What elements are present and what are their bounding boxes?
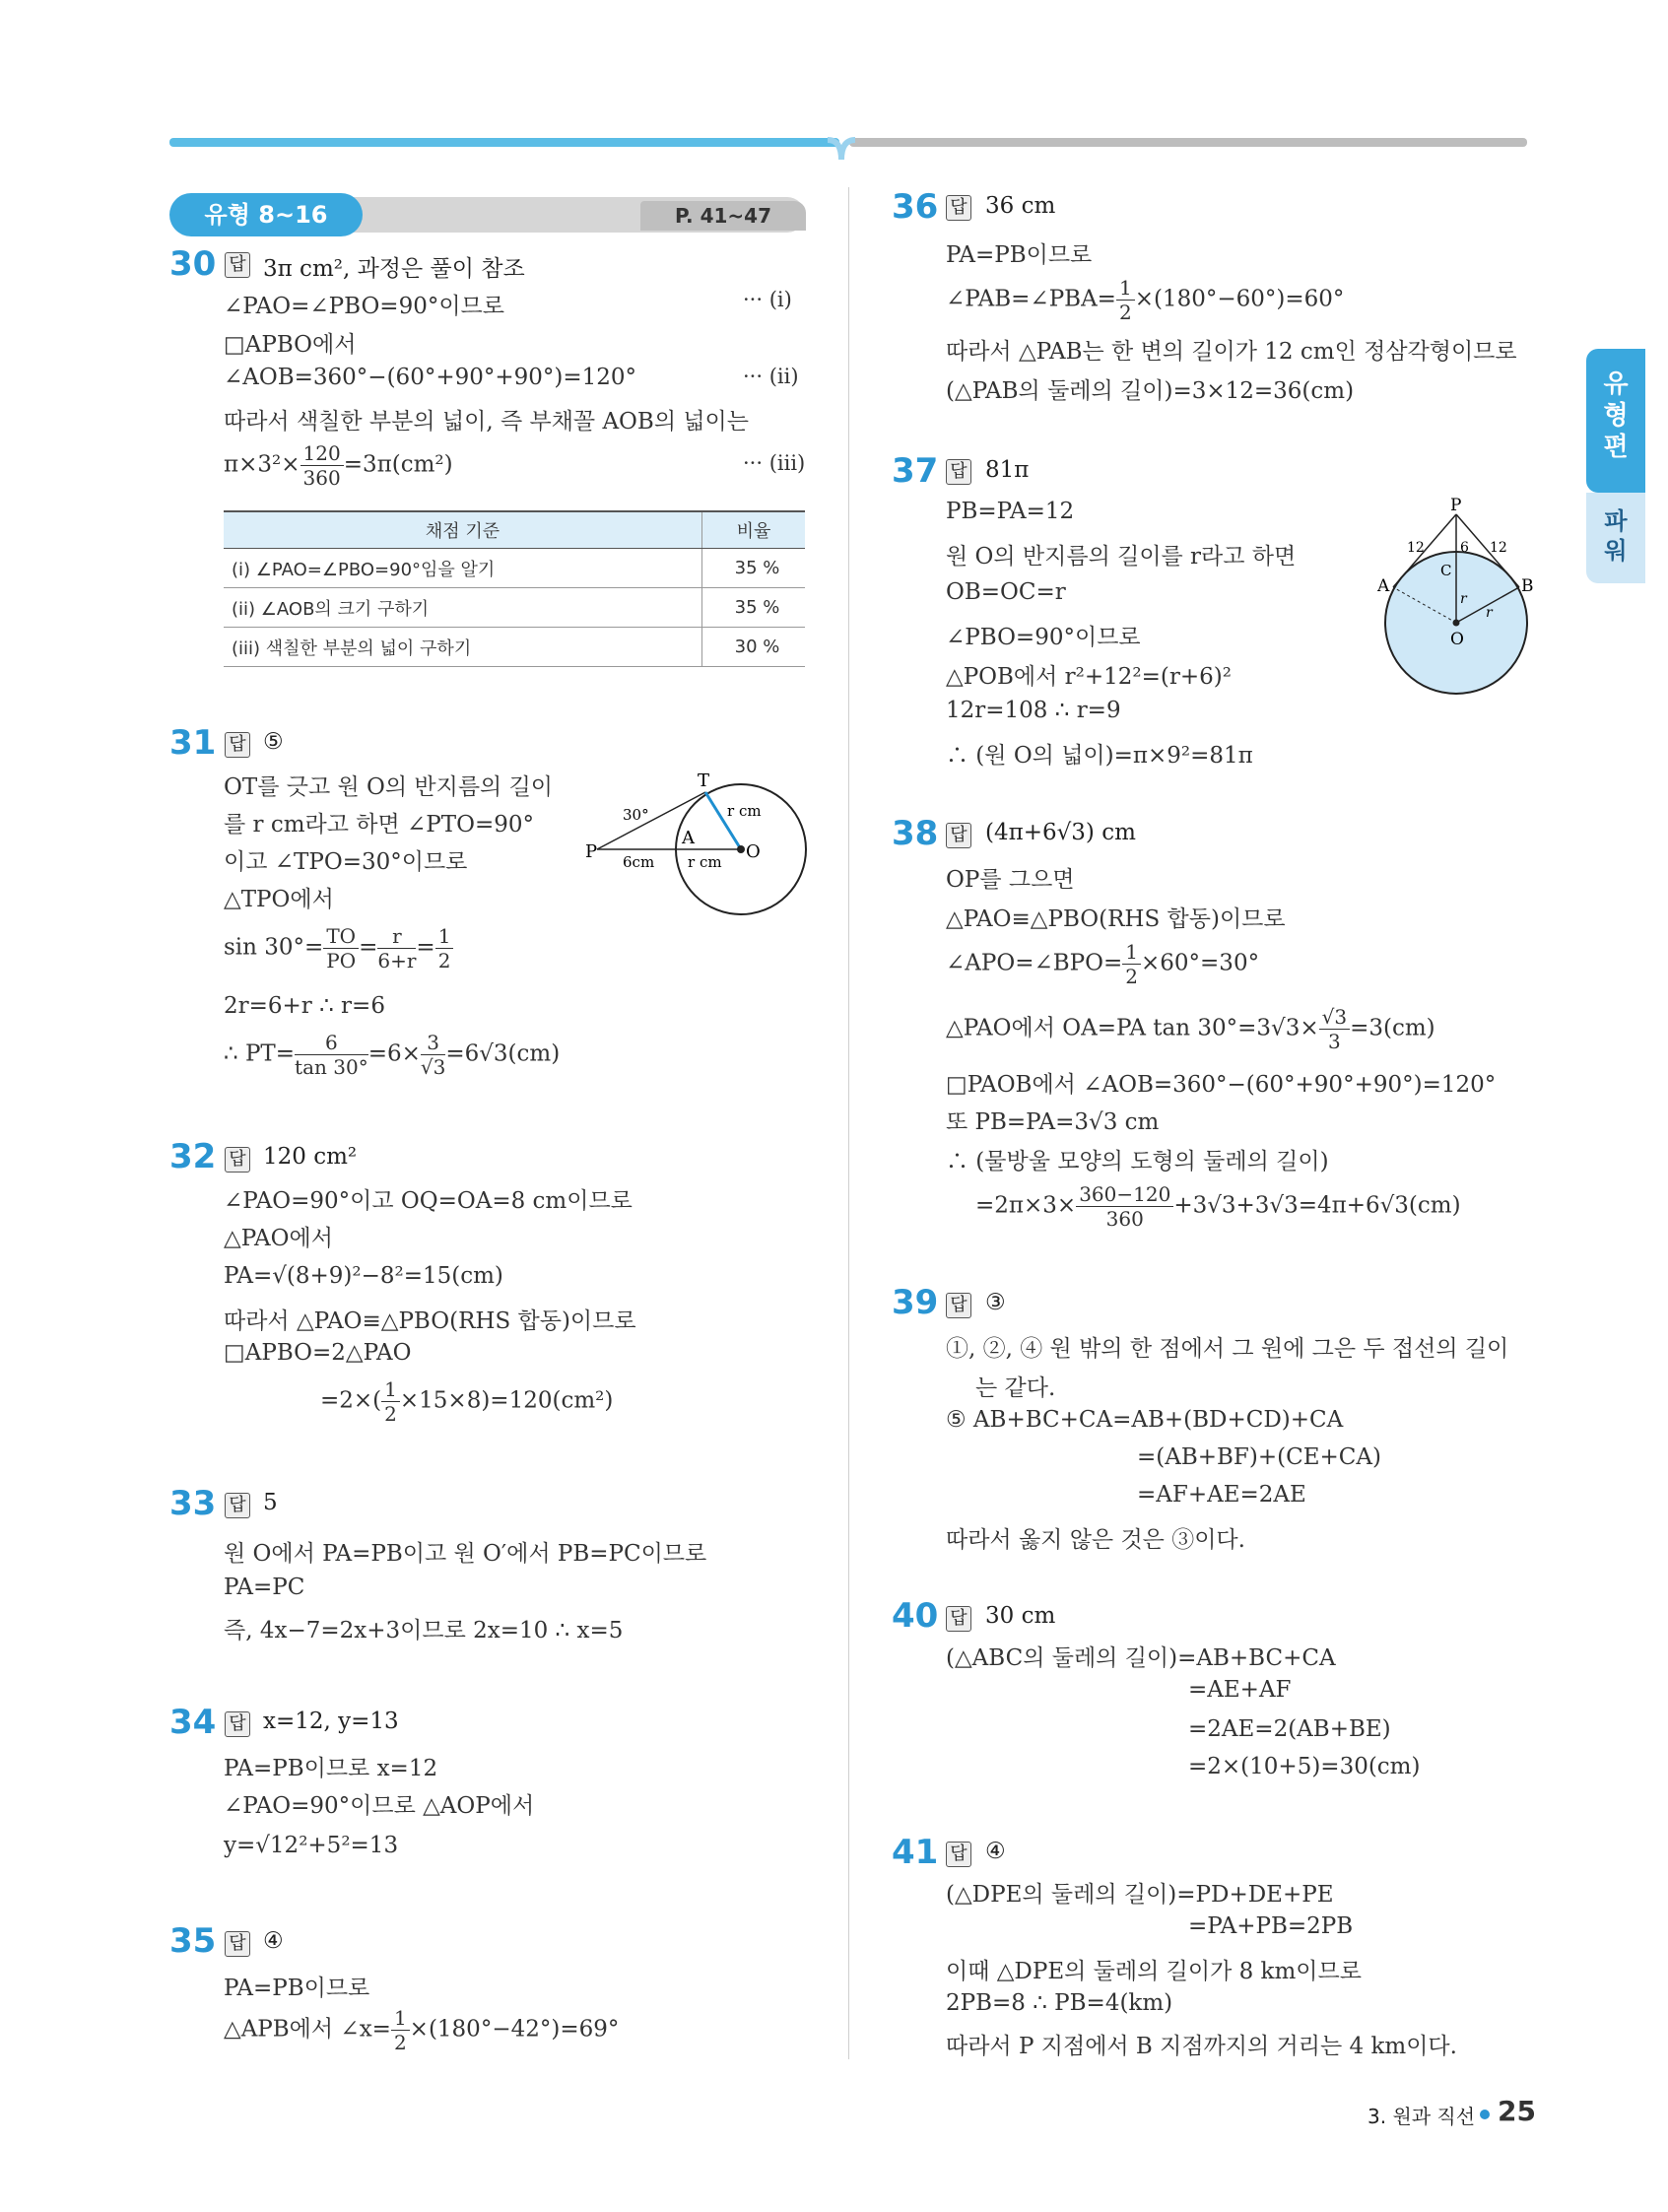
solution-line: △PAO≡△PBO(RHS 합동)이므로: [946, 906, 1286, 932]
label-p: P: [1450, 497, 1462, 515]
answer-badge: 답: [225, 1493, 250, 1518]
solution-line: =AF+AE=2AE: [1137, 1482, 1306, 1508]
label-o: O: [746, 841, 761, 862]
solution-line: 2r=6+r ∴ r=6: [224, 993, 385, 1019]
solution-line: ∴ (물방울 모양의 도형의 둘레의 길이): [946, 1149, 1329, 1174]
step-marker: ··· (i): [743, 288, 792, 311]
column-divider: [848, 187, 849, 2059]
solution-line: ①, ②, ④ 원 밖의 한 점에서 그 원에 그은 두 접선의 길이: [946, 1336, 1509, 1362]
label-r2: r: [1486, 605, 1493, 621]
solution-line: △POB에서 r²+12²=(r+6)²: [946, 664, 1232, 690]
solution-line: 따라서 P 지점에서 B 지점까지의 거리는 4 km이다.: [946, 2034, 1457, 2059]
label-a: A: [682, 828, 695, 848]
solution-line: PA=PB이므로: [224, 1976, 370, 2001]
answer-badge: 답: [946, 823, 971, 848]
solution-line: 따라서 △PAO≡△PBO(RHS 합동)이므로: [224, 1308, 636, 1334]
solution-line: OT를 긋고 원 O의 반지름의 길이: [224, 774, 554, 800]
solution-line: π×3²× $\frac{120}{360}$ =3π(cm²): [224, 441, 453, 490]
solution-line: △PAO에서 OA=PA tan 30°=3√3× $\frac{√3}{3}$ =3(cm): [946, 1005, 1435, 1053]
label-a: A: [1377, 576, 1390, 596]
solution-line: ∠AOB=360°−(60°+90°+90°)=120°: [224, 365, 637, 390]
solution-line: PB=PA=12: [946, 499, 1075, 524]
problem-number: 40: [892, 1596, 939, 1636]
answer-text: 36 cm: [985, 193, 1056, 219]
page-number: 25: [1498, 2095, 1536, 2127]
solution-line: ∴ (원 O의 넓이)=π×9²=81π: [946, 743, 1253, 769]
solution-line: =(AB+BF)+(CE+CA): [1137, 1444, 1381, 1470]
solution-line: 따라서 색칠한 부분의 넓이, 즉 부채꼴 AOB의 넓이는: [224, 409, 749, 435]
problem-number: 31: [169, 723, 217, 763]
label-p: P: [585, 841, 598, 862]
label-pa: 6cm: [623, 853, 655, 871]
top-rule-right: [849, 138, 1527, 147]
side-tab-category-label: 유 형 편: [1603, 369, 1629, 462]
label-ao: r cm: [688, 853, 722, 871]
answer-text: (4π+6√3) cm: [985, 820, 1136, 845]
answer-badge: 답: [946, 1293, 971, 1318]
problem-number: 34: [169, 1703, 217, 1742]
solution-line: ∠PBO=90°이므로: [946, 625, 1141, 650]
answer-badge: 답: [225, 1147, 250, 1173]
solution-line: OB=OC=r: [946, 579, 1066, 605]
solution-line: (△ABC의 둘레의 길이)=AB+BC+CA: [946, 1645, 1336, 1671]
solution-line: 원 O에서 PA=PB이고 원 O′에서 PB=PC이므로: [224, 1541, 707, 1567]
answer-text: ⑤: [263, 729, 284, 755]
problem-number: 33: [169, 1484, 217, 1523]
section-page-range: P. 41~47: [640, 201, 806, 231]
solution-line: OP를 그으면: [946, 867, 1075, 893]
top-rule-left: [169, 138, 839, 147]
solution-line: △TPO에서: [224, 887, 334, 912]
answer-badge: 답: [946, 1606, 971, 1632]
solution-line: 12r=108 ∴ r=9: [946, 698, 1121, 723]
solution-line: △PAO에서: [224, 1226, 333, 1251]
solution-line: △APB에서 ∠x= $\frac{1}{2}$ ×(180°−42°)=69°: [224, 2006, 620, 2054]
table-header: 채점 기준: [224, 511, 702, 549]
solution-line: 따라서 옳지 않은 것은 ③이다.: [946, 1527, 1245, 1553]
step-marker: ··· (iii): [743, 451, 806, 475]
problem-number: 41: [892, 1833, 939, 1872]
answer-text: 120 cm²: [263, 1144, 358, 1170]
label-t: T: [698, 771, 710, 791]
answer-text: ④: [263, 1928, 284, 1954]
solution-line: y=√12²+5²=13: [224, 1833, 399, 1858]
label-o: O: [1450, 630, 1464, 649]
solution-line: 따라서 △PAB는 한 변의 길이가 12 cm인 정삼각형이므로: [946, 339, 1517, 365]
problem-number: 32: [169, 1137, 217, 1176]
solution-line: 는 같다.: [975, 1375, 1056, 1401]
solution-line: sin 30°= $\frac{TO}{PO}$ = $\frac{r}{6+r}$ = $\frac{1}{2}$: [224, 924, 453, 972]
footer-dot-icon: [1480, 2110, 1490, 2119]
solution-line: ∠PAB=∠PBA= $\frac{1}{2}$ ×(180°−60°)=60°: [946, 276, 1345, 324]
answer-badge: 답: [225, 252, 250, 278]
problem-number: 36: [892, 187, 939, 227]
solution-line: =2π×3× $\frac{360-120}{360}$ +3√3+3√3=4π+6√3(cm): [975, 1182, 1461, 1231]
table-header: 비율: [702, 511, 806, 549]
solution-line: =2×(10+5)=30(cm): [1188, 1754, 1421, 1779]
solution-line: PA=√(8+9)²−8²=15(cm): [224, 1263, 503, 1289]
table-row: (ii) ∠AOB의 크기 구하기 35 %: [224, 588, 805, 628]
solution-line: 2PB=8 ∴ PB=4(km): [946, 1990, 1173, 2016]
top-rule-notch: [828, 136, 855, 164]
label-r1: r: [1460, 591, 1467, 607]
solution-line: PA=PB이므로 x=12: [224, 1756, 438, 1781]
tangent-figure: [583, 767, 812, 922]
solution-line: =2AE=2(AB+BE): [1188, 1716, 1391, 1742]
solution-line: 즉, 4x−7=2x+3이므로 2x=10 ∴ x=5: [224, 1618, 624, 1643]
problem-number: 30: [169, 244, 217, 284]
solution-line: PA=PC: [224, 1575, 305, 1600]
answer-badge: 답: [946, 459, 971, 485]
answer-text: 3π cm², 과정은 풀이 참조: [263, 256, 525, 282]
table-row: (i) ∠PAO=∠PBO=90°임을 알기 35 %: [224, 549, 805, 588]
solution-line: ⑤ AB+BC+CA=AB+(BD+CD)+CA: [946, 1407, 1344, 1433]
scoring-table: [224, 510, 805, 667]
solution-line: (△PAB의 둘레의 길이)=3×12=36(cm): [946, 378, 1355, 404]
answer-text: ③: [985, 1290, 1006, 1315]
solution-line: 원 O의 반지름의 길이를 r라고 하면: [946, 544, 1297, 570]
solution-line: ∠PAO=90°이고 OQ=OA=8 cm이므로: [224, 1188, 633, 1214]
answer-badge: 답: [946, 1842, 971, 1867]
answer-badge: 답: [225, 732, 250, 758]
label-c: C: [1440, 562, 1452, 579]
label-pc: 6: [1460, 540, 1469, 556]
solution-line: 를 r cm라고 하면 ∠PTO=90°: [224, 812, 535, 838]
solution-line: 이고 ∠TPO=30°이므로: [224, 849, 468, 875]
solution-line: =AE+AF: [1188, 1677, 1292, 1703]
problem-number: 39: [892, 1283, 939, 1322]
answer-text: 81π: [985, 457, 1030, 483]
solution-line: 또 PB=PA=3√3 cm: [946, 1109, 1160, 1135]
answer-text: 5: [263, 1490, 278, 1515]
table-row: (iii) 색칠한 부분의 넓이 구하기 30 %: [224, 628, 805, 667]
answer-badge: 답: [225, 1931, 250, 1957]
solution-line: ∴ PT= $\frac{6}{\tan 30^\circ}$ =6× $\frac{3}{√3}$ =6√3(cm): [224, 1031, 561, 1079]
section-tab: 유형 8~16: [169, 193, 363, 236]
side-tab-level-label: 파 워: [1604, 507, 1628, 565]
problem-number: 37: [892, 451, 939, 491]
answer-badge: 답: [946, 195, 971, 221]
label-b: B: [1521, 576, 1534, 596]
problem-number: 38: [892, 814, 939, 853]
solution-line: ∠PAO=90°이므로 △AOP에서: [224, 1793, 535, 1819]
answer-badge: 답: [225, 1711, 250, 1737]
solution-line: ∠PAO=∠PBO=90°이므로: [224, 294, 504, 319]
solution-line: =2×( $\frac{1}{2}$ ×15×8)=120(cm²): [320, 1377, 614, 1426]
solution-line: ∠APO=∠BPO= $\frac{1}{2}$ ×60°=30°: [946, 940, 1260, 988]
chapter-title: 3. 원과 직선: [1368, 2105, 1476, 2128]
solution-line: =PA+PB=2PB: [1188, 1913, 1354, 1939]
label-pa: 12: [1407, 540, 1425, 556]
label-angle: 30°: [623, 806, 649, 824]
answer-text: 30 cm: [985, 1603, 1056, 1629]
label-radius: r cm: [727, 802, 762, 820]
problem-number: 35: [169, 1921, 217, 1961]
step-marker: ··· (ii): [743, 365, 799, 388]
solution-line: PA=PB이므로: [946, 242, 1093, 268]
answer-text: x=12, y=13: [263, 1709, 399, 1734]
circle-tangent-figure: [1377, 497, 1535, 711]
solution-line: (△DPE의 둘레의 길이)=PD+DE+PE: [946, 1882, 1334, 1908]
solution-line: □PAOB에서 ∠AOB=360°−(60°+90°+90°)=120°: [946, 1072, 1497, 1098]
label-pb: 12: [1490, 540, 1507, 556]
solution-line: □APBO에서: [224, 332, 357, 358]
solution-line: □APBO=2△PAO: [224, 1340, 412, 1366]
solution-line: 이때 △DPE의 둘레의 길이가 8 km이므로: [946, 1959, 1362, 1984]
answer-text: ④: [985, 1839, 1006, 1864]
